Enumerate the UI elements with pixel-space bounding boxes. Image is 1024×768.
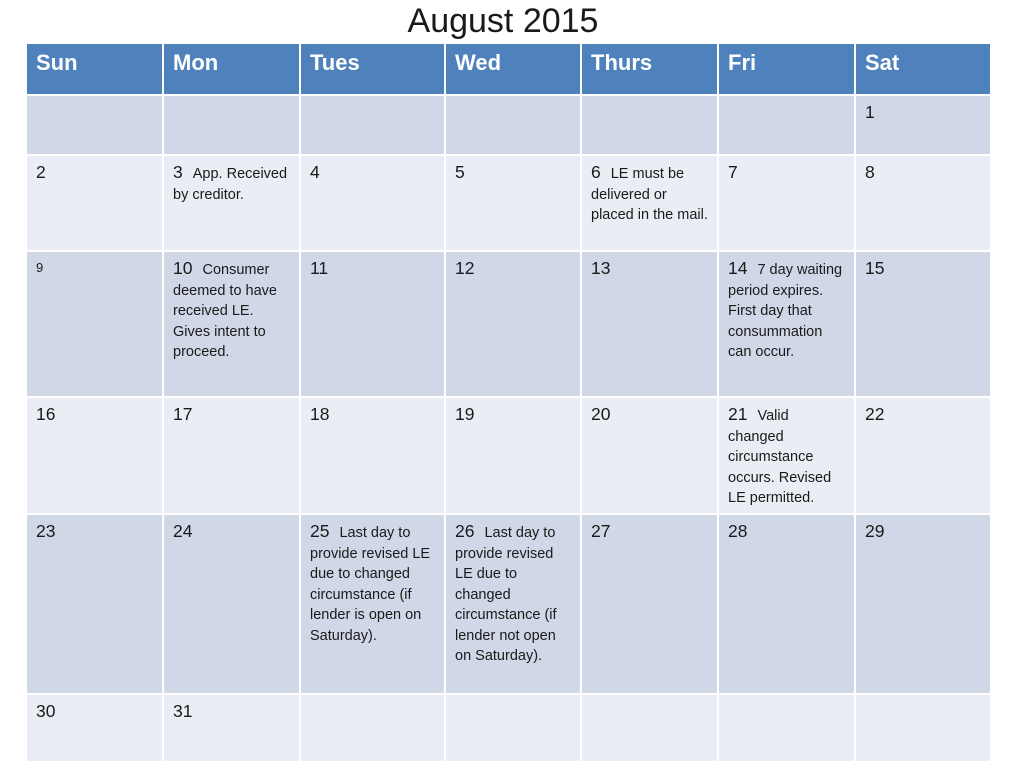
day-number: 19 — [455, 404, 475, 424]
day-cell — [26, 95, 163, 155]
day-note: App. Received by creditor. — [173, 166, 288, 203]
weekday-header-row — [26, 43, 991, 95]
day-note: LE must be delivered or placed in the mail. — [591, 166, 708, 223]
day-number: 2 — [36, 162, 46, 182]
day-number: 1 — [865, 102, 875, 122]
day-cell — [163, 397, 300, 514]
day-number: 15 — [865, 258, 885, 278]
day-number: 9 — [36, 260, 44, 275]
day-cell — [300, 397, 445, 514]
day-number: 27 — [591, 521, 611, 541]
day-note: Consumer deemed to have received LE. Gives intent to proceed. — [173, 262, 277, 360]
day-number: 16 — [36, 404, 56, 424]
day-cell — [581, 514, 718, 694]
day-cell — [718, 397, 855, 514]
day-number: 6 — [591, 162, 601, 182]
day-cell — [855, 95, 991, 155]
day-cell — [581, 694, 718, 762]
calendar-grid — [25, 42, 992, 763]
day-cell — [581, 95, 718, 155]
day-note: Last day to provide revised LE due to changed circumstance (if lender is open on Saturday). — [310, 525, 431, 644]
day-note: 7 day waiting period expires. First day that consummation can occur. — [728, 262, 843, 360]
day-cell — [445, 155, 581, 251]
weekday-header-sun: Sun — [26, 43, 163, 95]
day-number: 7 — [728, 162, 738, 182]
day-number: 20 — [591, 404, 611, 424]
day-number: 25 — [310, 521, 330, 541]
day-cell — [163, 694, 300, 762]
day-cell — [581, 397, 718, 514]
day-cell — [718, 694, 855, 762]
day-number: 11 — [310, 258, 329, 278]
day-cell — [855, 397, 991, 514]
day-cell — [163, 155, 300, 251]
weekday-header-thurs: Thurs — [581, 43, 718, 95]
day-number: 26 — [455, 521, 475, 541]
day-cell — [445, 694, 581, 762]
day-cell — [855, 251, 991, 397]
day-number: 12 — [455, 258, 475, 278]
day-cell — [300, 95, 445, 155]
day-number: 13 — [591, 258, 611, 278]
day-number: 21 — [728, 404, 748, 424]
week-row — [26, 95, 991, 155]
day-number: 24 — [173, 521, 193, 541]
day-number: 14 — [728, 258, 748, 278]
week-row — [26, 251, 991, 397]
weekday-header-wed: Wed — [445, 43, 581, 95]
day-note: Last day to provide revised LE due to changed circumstance (if lender not open on Saturday). — [455, 525, 557, 664]
week-row — [26, 514, 991, 694]
day-cell — [445, 514, 581, 694]
day-cell — [581, 155, 718, 251]
day-cell — [855, 155, 991, 251]
day-number: 29 — [865, 521, 885, 541]
day-cell — [445, 95, 581, 155]
day-cell — [445, 397, 581, 514]
day-number: 31 — [173, 701, 193, 721]
calendar-title: August 2015 — [407, 2, 599, 40]
day-cell — [163, 95, 300, 155]
day-cell — [26, 397, 163, 514]
day-cell — [718, 514, 855, 694]
weekday-header-mon: Mon — [163, 43, 300, 95]
weekday-header-sat: Sat — [855, 43, 991, 95]
day-cell — [445, 251, 581, 397]
day-number: 30 — [36, 701, 56, 721]
day-cell — [26, 251, 163, 397]
day-cell — [163, 251, 300, 397]
day-number: 3 — [173, 162, 183, 182]
day-cell — [26, 155, 163, 251]
day-cell — [855, 514, 991, 694]
day-cell — [300, 251, 445, 397]
day-cell — [718, 95, 855, 155]
day-note: Valid changed circumstance occurs. Revised LE permitted. — [728, 408, 832, 506]
day-number: 18 — [310, 404, 330, 424]
week-row — [26, 155, 991, 251]
day-cell — [300, 694, 445, 762]
week-row — [26, 694, 991, 762]
day-cell — [718, 155, 855, 251]
day-number: 4 — [310, 162, 320, 182]
day-cell — [718, 251, 855, 397]
weekday-header-tues: Tues — [300, 43, 445, 95]
day-number: 10 — [173, 258, 193, 278]
day-number: 8 — [865, 162, 875, 182]
day-number: 22 — [865, 404, 885, 424]
day-cell — [300, 155, 445, 251]
day-cell — [581, 251, 718, 397]
week-row — [26, 397, 991, 514]
day-cell — [26, 514, 163, 694]
day-cell — [300, 514, 445, 694]
day-number: 17 — [173, 404, 193, 424]
day-number: 23 — [36, 521, 56, 541]
day-cell — [26, 694, 163, 762]
day-number: 5 — [455, 162, 465, 182]
day-cell — [855, 694, 991, 762]
day-number: 28 — [728, 521, 748, 541]
weekday-header-fri: Fri — [718, 43, 855, 95]
day-cell — [163, 514, 300, 694]
